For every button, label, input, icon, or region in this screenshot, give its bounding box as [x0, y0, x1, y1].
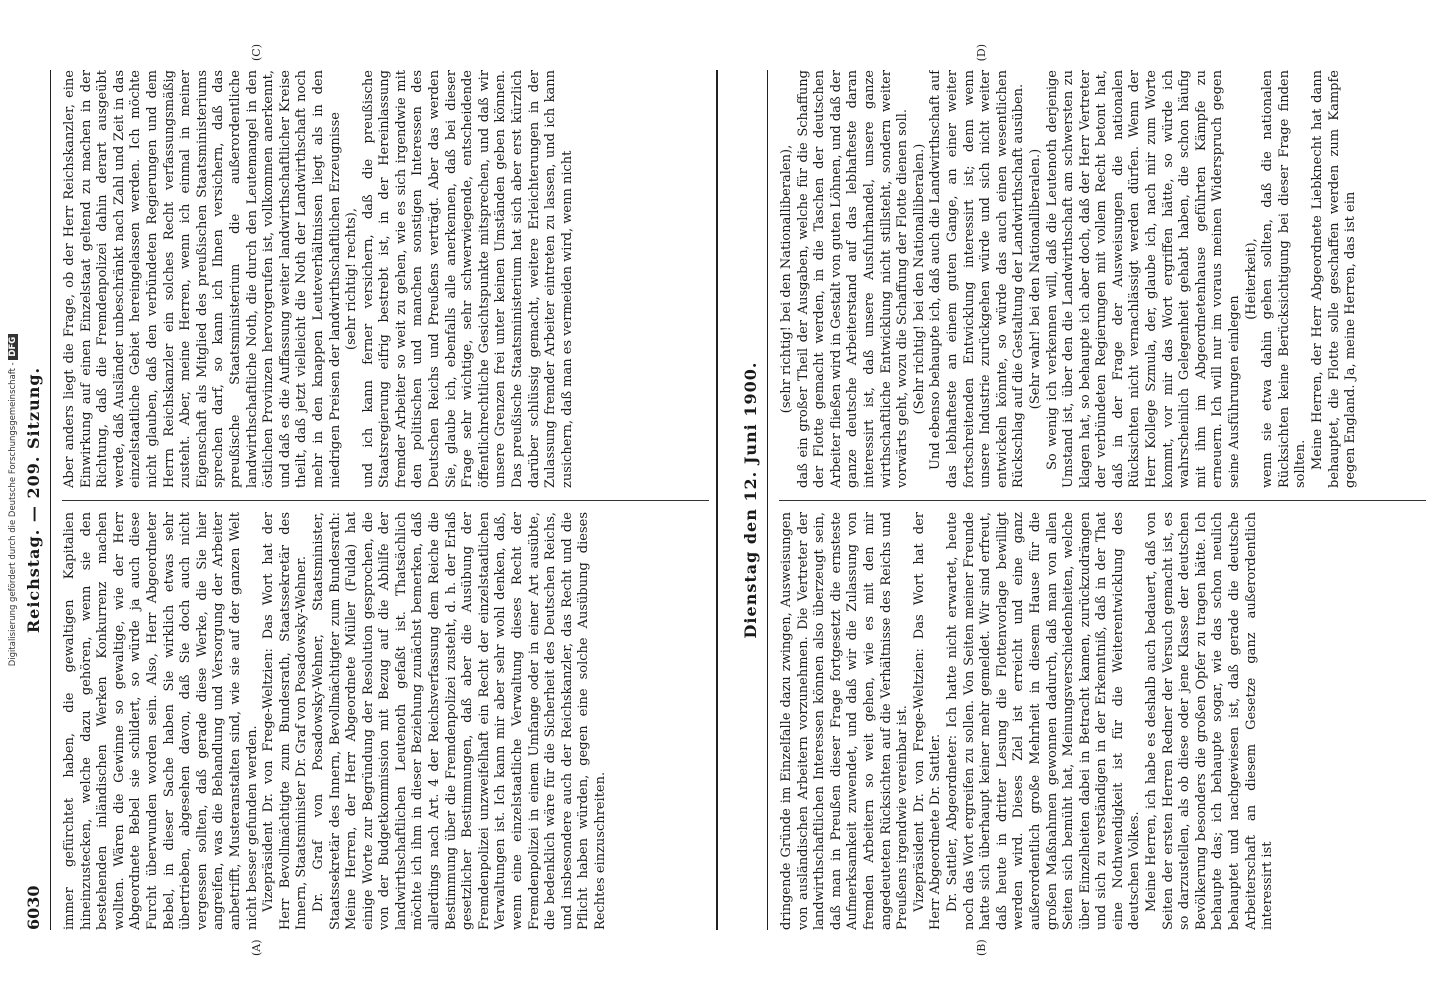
speaker-paragraph: Dr. Sattler, Abgeordneter: Ich hatte nicht erwartet, heute noch das Wort ergreifen zu sollen. Von Seiten meiner Freunde hatte sich überhaupt keiner mehr gemeldet. Wir sind erfreut, daß heute in dritter Lesung die Flottenvorlage bewilligt werden wird. Dieses Ziel ist erreicht und eine ganz außerordentlich große Mehrheit in diesem Hause für die großen Maßnahmen gewonnen dadurch, daß man von allen Seiten sich bemüht hat, Meinungsverschiedenheiten, welche über Einzelheiten dabei in Betracht kamen, zurückzudrängen und sich zu verständigen in der Erkenntniß, daß in der That eine Nothwendigkeit ist für die Weiterentwicklung des deutschen Volkes.: [944, 512, 1143, 930]
left-page: [0, 70, 717, 930]
speaker-paragraph: Dr. Graf von Posadowsky-Wehner, Staatsminister, Staatssekretär des Innern, Bevollmächtigter zum Bundesrath: Meine Herren, der Herr Abgeordnete Müller (Fulda) hat einige Worte zur Begründung der Resolution gesprochen, die von der Budgetkommission mit Bezug auf die Abhilfe der landwirthschaftlichen Leutenoth gefaßt ist. Thatsächlich möchte ich ihm in dieser Beziehung zunächst bemerken, daß allerdings nach Art. 4 der Reichsverfassung dem Reiche die Bestimmung über die Fremdenpolizei zusteht, d. h. der Erlaß gesetzlicher Bestimmungen, daß aber die Ausübung der Fremdenpolizei unzweifelhaft ein Recht der einzelstaatlichen Verwaltungen ist. Ich kann mir aber sehr wohl denken, daß, wenn eine einzelstaatliche Verwaltung dieses Recht der Fremdenpolizei in einem Umfange oder in einer Art ausübte, die bedenklich wäre für die Sicherheit des Deutschen Reichs, und insbesondere auch der Reichskanzler, das Recht und die Pflicht haben würden, gegen eine solche Ausübung dieses Rechtes einzuschreiten.: [310, 512, 608, 930]
speaker-paragraph: Vizepräsident Dr. von Frege-Weltzien: Das Wort hat der Herr Bevollmächtigte zum Bundesrath, Staatssekretär des Innern, Staatsminister Dr. Graf von Posadowsky-Wehner.: [261, 512, 310, 930]
paragraph: Meine Herren, der Herr Abgeordnete Liebknecht hat dann behauptet, die Flotte solle geschaffen werden zum Kampfe gegen England. Ja, meine Herren, das ist ein: [1310, 70, 1359, 488]
page-number: 6030: [24, 885, 43, 930]
margin-marker-a: (A): [250, 939, 263, 956]
paragraph: dringende Gründe im Einzelfalle dazu zwingen, Ausweisungen von ausländischen Arbeitern vorzunehmen. Die Vertreter der landwirthschaftlichen Interessen können also überzeugt sein, daß man in Preußen dieser Frage fortgesetzt die ernsteste Aufmerksamkeit zuwendet, und daß wir die Zulassung von fremden Arbeitern so weit gehen, wie es mit den mir angedeuteten Rücksichten auf die Verhältnisse des Reichs und Preußens irgendwie vereinbar ist.: [779, 512, 911, 930]
interjection: (Heiterkeit),: [1243, 238, 1259, 320]
interjection: (sehr richtig! bei den Nationalliberalen),: [779, 144, 794, 414]
right-margin: [0, 0, 1434, 70]
paragraph: Meine Herren, ich habe es deshalb auch bedauert, daß von Seiten der ersten Herren Redner der Versuch gemacht ist, es so darzustellen, als ob diese oder jene Klasse der deutschen Bevölkerung besonders die großen Opfer zu tragen hätte. Ich behaupte das; ich behaupte sogar, wie das schon neulich behauptet und nachgewiesen ist, daß gerade die deutsche Arbeiterschaft an diesem Gesetze ganz außerordentlich interessirt ist: [1144, 512, 1276, 930]
margin-marker-b: (B): [975, 939, 988, 956]
right-page-header: [739, 70, 768, 930]
paragraph: Und ebenso behaupte ich, daß auch die Landwirthschaft auf das lebhafteste an einem guten Gange, an einer weiter fortschreitenden Entwicklung interessirt ist; denn wenn unsere Industrie zurückgehen würde und sich nicht weiter entwickeln könnte, so würde das auch einen wesentlichen Rückschlag auf die Gestaltung der Landwirthschaft ausüben.: [928, 70, 1027, 488]
interjection: (Sehr richtig! bei den Nationalliberalen.): [911, 143, 927, 415]
column-rule: [779, 500, 1426, 501]
credit-text: Digitalisierung gefördert durch die Deutsche Forschungsgemeinschaft -: [8, 362, 18, 667]
margin-marker-d: (D): [975, 44, 988, 62]
column-rule: [62, 500, 709, 501]
digitization-credit: [8, 0, 18, 1000]
left-margin: [0, 930, 1434, 1000]
paragraph: und ich kann ferner versichern, daß die preußische Staatsregierung eifrig bestrebt ist, in der Hereinlassung fremder Arbeiter so weit zu gehen, wie es sich irgendwie mit den politischen und manchen sonstigen Interessen des Deutschen Reichs und Preußens verträgt. Aber das werden Sie, glaube ich, ebenfalls alle anerkennen, daß bei dieser Frage sehr wichtige, sehr schwerwiegende, entscheidende öffentlichrechtliche Gesichtspunkte mitsprechen, und daß wir unsere Grenzen frei unter keinen Umständen geben können. Das preußische Staatsministerium hat sich aber erst kürzlich darüber schlüssig gemacht, weitere Erleichterungen in der Zulassung fremder Arbeiter eintreten zu lassen, und ich kann zusichern, daß man es vermeiden wird, wenn nicht: [360, 70, 575, 488]
session-title: Reichstag. — 209. Sitzung.: [24, 366, 43, 634]
left-page-column-2: [62, 70, 709, 488]
paragraph: daß ein großer Theil der Ausgaben, welche für die Schaffung der Flotte gemacht werden, in die Taschen der deutschen Arbeiter fließen wird in Gestalt von guten Löhnen, und daß der ganze deutsche Arbeiterstand auf das lebhafteste daran interessirt ist, daß unsere Ausfuhrhandel, unsere ganze wirthschaftliche Entwicklung nicht stillsteht, sondern weiter vorwärts geht, wozu die Schaffung der Flotte dienen soll.: [795, 70, 911, 488]
left-page-column-1: [62, 512, 709, 930]
left-page-header: [22, 70, 51, 930]
right-page: [717, 70, 1434, 930]
paragraph: Aber anders liegt die Frage, ob der Herr Reichskanzler, eine Einwirkung auf einen Einzelstaat geltend zu machen in der Richtung, daß die Fremdenpolizei dahin derart ausgeübt werde, daß Ausländer unbeschränkt nach Zahl und Zeit in das einzelstaatliche Gebiet hereingelassen werden. Ich möchte nicht glauben, daß den verbündeten Regierungen und dem Herrn Reichskanzler ein solches Recht verfassungsmäßig zusteht. Aber, meine Herren, wenn ich einmal in meiner Eigenschaft als Mitglied des preußischen Staatsministeriums sprechen darf, so kann ich Ihnen versichern, daß das preußische Staatsministerium die außerordentliche landwirthschaftliche Noth, die durch den Leutemangel in den östlichen Provinzen hervorgerufen ist, vollkommen anerkennt, und daß es die Auffassung weiter landwirthschaftlicher Kreise theilt, daß jetzt vielleicht die Noth der Landwirthschaft noch mehr in den knappen Leuteverhältnissen liegt als in den niedrigen Preisen der landwirthschaftlichen Erzeugnisse: [62, 70, 343, 488]
margin-marker-c: (C): [250, 44, 263, 61]
session-date: Dienstag den 12. Juni 1900.: [741, 361, 760, 639]
interjection: (sehr richtig! rechts),: [344, 208, 360, 350]
paragraph: So wenig ich verkennen will, daß die Leutenoth derjenige Umstand ist, über den die Landwirthschaft am schwersten zu klagen hat, so behaupte ich aber doch, daß der Herr Vertreter der verbündeten Regierungen mit vollem Recht betont hat, daß in der Frage der Ausweisungen die nationalen Rücksichten nicht vernachlässigt werden dürfen. Wenn der Herr Kollege Szmula, der, glaube ich, nach mir zum Worte kommt, vor mir das Wort ergriffen hätte, so würde ich wahrscheinlich Gelegenheit gehabt haben, die schon häufig mit ihm im Abgeordnetenhause geführten Kämpfe zu erneuern. Ich will nur im voraus meinen Widerspruch gegen seine Ausführungen einlegen: [1044, 70, 1243, 488]
speaker-paragraph: Vizepräsident Dr. von Frege-Weltzien: Das Wort hat der Herr Abgeordnete Dr. Sattler.: [911, 512, 944, 930]
interjection: (Sehr wahr! bei den Nationalliberalen.): [1027, 148, 1043, 410]
dfg-logo: DFG: [8, 334, 18, 360]
paragraph: immer gefürchtet haben, die gewaltigen Kapitalien hineinzustecken, welche dazu gehören, wenn sie den bestehenden inländischen Werken Konkurrenz machen wollten. Wären die Gewinne so gewaltige, wie der Herr Abgeordnete Bebel sie schildert, so würde ja auch diese Furcht überwunden worden sein. Also, Herr Abgeordneter Bebel, in dieser Sache haben Sie wirklich etwas sehr übertrieben, abgesehen davon, daß Sie doch auch nicht vergessen sollten, daß gerade diese Werke, die Sie hier angreifen, was die Behandlung und Versorgung der Arbeiter anbetrifft, Musteranstalten sind, wie sie auf der ganzen Welt nicht besser gefunden werden.: [62, 512, 260, 930]
right-page-column-2: [779, 70, 1426, 488]
paragraph: wenn sie etwa dahin gehen sollten, daß die nationalen Rücksichten keine Berücksichtigung bei dieser Frage finden sollten.: [1260, 70, 1309, 488]
right-page-column-1: [779, 512, 1426, 930]
